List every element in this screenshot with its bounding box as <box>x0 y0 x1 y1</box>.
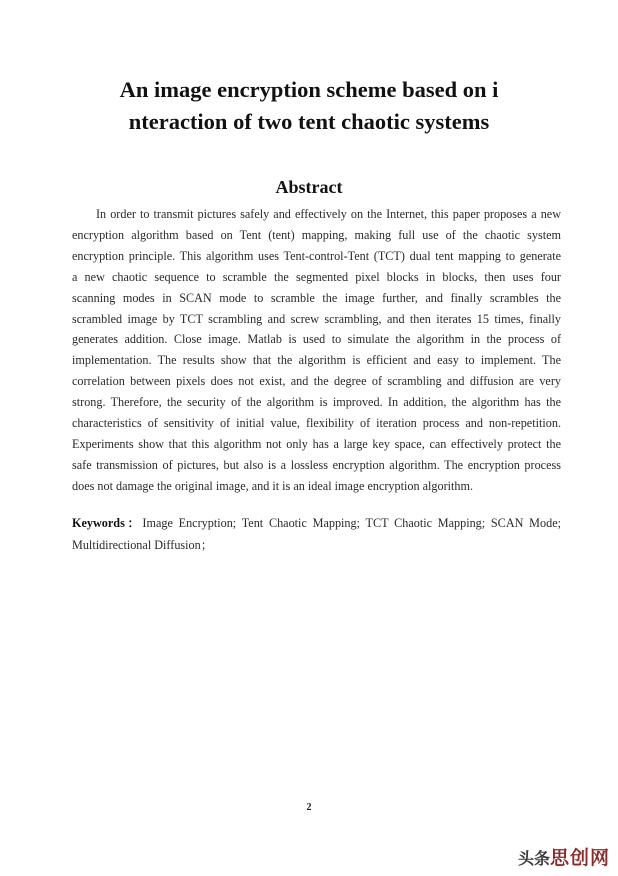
abstract-line: scrambled image by TCT scrambling and screw scrambling, and then iterates 15 times, finally <box>72 311 561 326</box>
keywords-label: Keywords： <box>72 516 143 530</box>
abstract-line: generates addition. Close image. Matlab is used to simulate the algorithm in the process of <box>72 332 561 347</box>
title-line: An image encryption scheme based on i <box>119 77 499 102</box>
abstract-line: encryption principle. This algorithm uses Tent-control-Tent (TCT) dual tent mapping to generate <box>72 248 561 263</box>
abstract-line: does not damage the original image, and it is an ideal image encryption algorithm. <box>72 478 474 493</box>
abstract-line: encryption algorithm based on Tent (tent) mapping, making full use of the chaotic system <box>72 227 561 242</box>
abstract-line: scanning modes in SCAN mode to scramble the image further, and finally scrambles the <box>72 290 561 305</box>
keywords-text: Image Encryption; Tent Chaotic Mapping; TCT Chaotic Mapping; SCAN Mode; <box>142 516 561 530</box>
keywords-line <box>72 512 561 534</box>
page-number: 2 <box>306 802 312 813</box>
keywords-block <box>72 512 561 556</box>
abstract-heading: Abstract <box>275 177 343 197</box>
abstract-line: characteristics of sensitivity of initial value, flexibility of iteration process and non-repetition. <box>72 416 561 431</box>
title-line: nteraction of two tent chaotic systems <box>128 109 490 134</box>
watermark-part: 思创网 <box>549 847 610 869</box>
abstract-line: a new chaotic sequence to scramble the segmented pixel blocks in blocks, then uses four <box>72 269 561 284</box>
abstract-line: correlation between pixels does not exist, and the degree of scrambling and diffusion are very <box>72 374 561 389</box>
watermark-part: 头条 <box>517 849 550 868</box>
abstract-line: In order to transmit pictures safely and effectively on the Internet, this paper proposes a new <box>96 207 561 221</box>
abstract-body <box>72 204 561 497</box>
abstract-line: Experiments show that this algorithm not only has a large key space, can effectively protect the <box>72 436 561 451</box>
paper-title <box>60 74 558 138</box>
abstract-line: safe transmission of pictures, but also is a lossless encryption algorithm. The encryption process <box>72 457 561 472</box>
keywords-line: Multidirectional Diffusion； <box>72 538 213 552</box>
abstract-line: implementation. The results show that the algorithm is efficient and easy to implement. The <box>72 353 561 368</box>
watermark-logo <box>518 846 610 870</box>
abstract-line: strong. Therefore, the security of the algorithm is improved. In addition, the algorithm has the <box>72 395 561 410</box>
